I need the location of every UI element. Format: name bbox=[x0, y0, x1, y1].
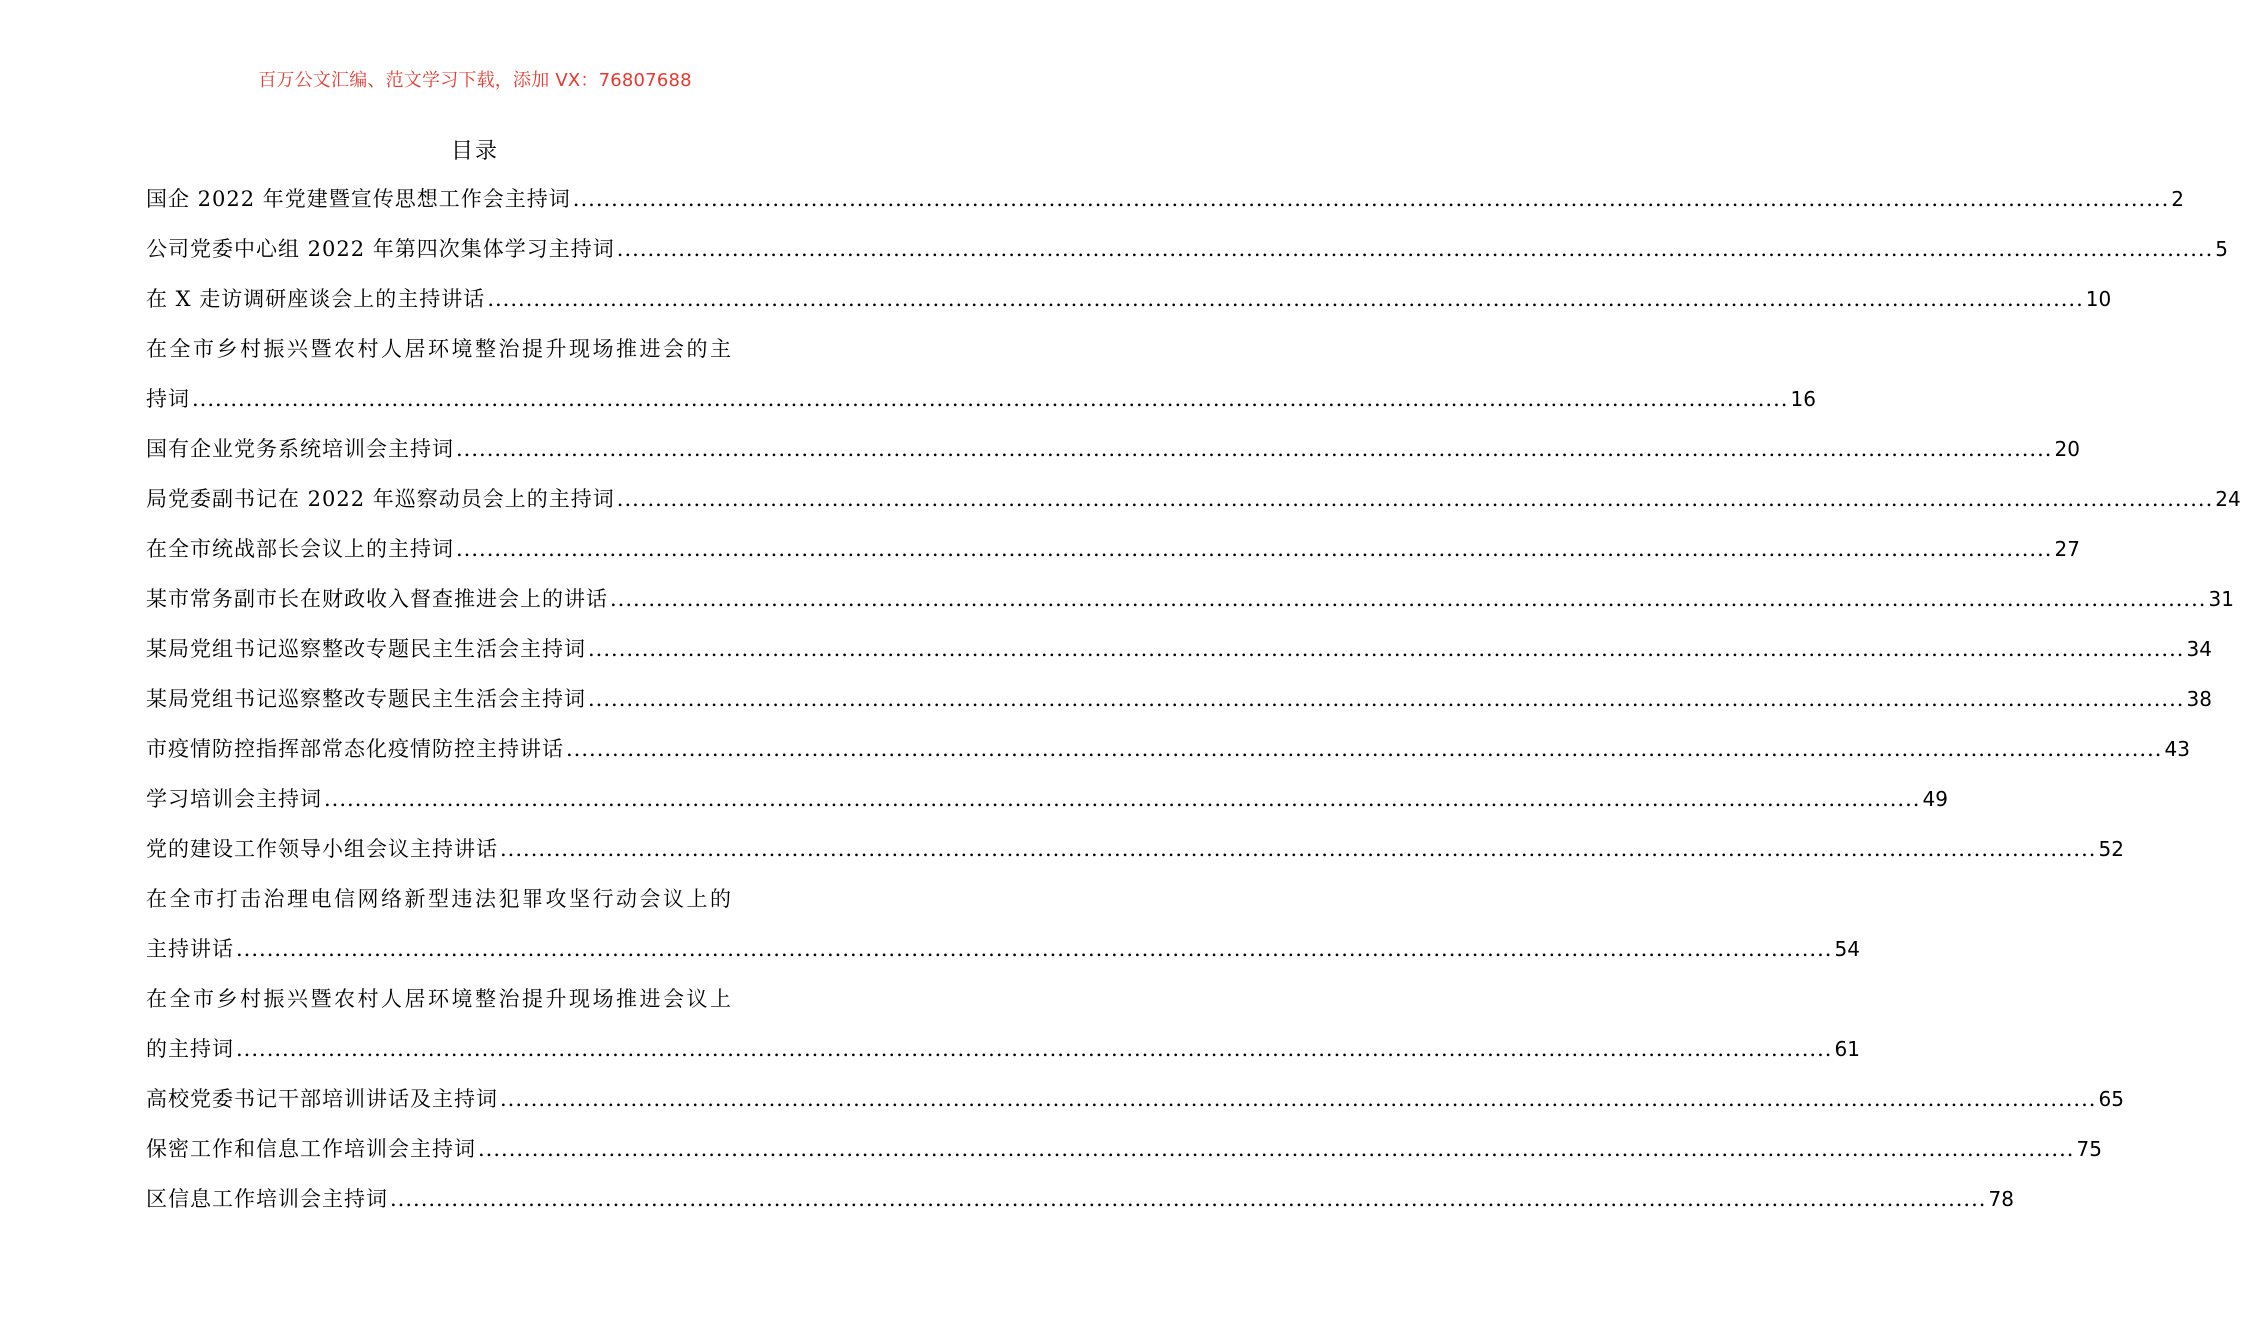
toc-page-number: 31 bbox=[2208, 587, 2234, 611]
toc-leader-dots bbox=[456, 524, 2052, 574]
toc-entry-title: 高校党委书记干部培训讲话及主持词 bbox=[146, 1087, 498, 1111]
toc-page-number: 27 bbox=[2054, 537, 2080, 561]
toc-entry[interactable] bbox=[146, 1174, 2014, 1224]
toc-entry-line bbox=[146, 524, 2080, 574]
toc-leader-dots bbox=[588, 674, 2184, 724]
toc-entry-line bbox=[146, 1174, 2014, 1224]
toc-entry-title: 市疫情防控指挥部常态化疫情防控主持讲话 bbox=[146, 737, 564, 761]
toc-leader-dots bbox=[588, 624, 2184, 674]
toc-leader-dots bbox=[324, 774, 1920, 824]
toc-entry-line bbox=[146, 274, 2112, 324]
toc-entry[interactable] bbox=[146, 674, 2212, 724]
toc-entry-title: 持词 bbox=[146, 387, 190, 411]
toc-page-number: 38 bbox=[2186, 687, 2212, 711]
toc-entry-title: 保密工作和信息工作培训会主持词 bbox=[146, 1137, 476, 1161]
toc-entry[interactable] bbox=[146, 224, 2228, 274]
toc-entry[interactable] bbox=[146, 174, 2184, 224]
toc-page-number: 10 bbox=[2085, 287, 2112, 311]
toc-entry-title: 的主持词 bbox=[146, 1037, 234, 1061]
toc-page-number: 5 bbox=[2215, 237, 2228, 261]
toc-leader-dots bbox=[236, 924, 1832, 974]
toc-entry-title: 国有企业党务系统培训会主持词 bbox=[146, 437, 454, 461]
table-of-contents bbox=[146, 174, 2241, 1224]
toc-entry[interactable] bbox=[146, 774, 1948, 824]
toc-leader-dots bbox=[236, 1024, 1832, 1074]
toc-entry-wrapped-line: 在全市乡村振兴暨农村人居环境整治提升现场推进会议上 bbox=[146, 987, 734, 1011]
toc-entry[interactable] bbox=[146, 824, 2124, 874]
toc-page-number: 16 bbox=[1790, 387, 1816, 411]
toc-entry-line bbox=[146, 474, 2241, 524]
toc-entry[interactable] bbox=[146, 1124, 2102, 1174]
toc-entry-line bbox=[146, 174, 2184, 224]
toc-leader-dots bbox=[500, 1074, 2096, 1124]
toc-entry-line bbox=[146, 774, 1948, 824]
toc-leader-dots bbox=[478, 1124, 2074, 1174]
toc-entry-line bbox=[146, 374, 1816, 424]
toc-entry-line bbox=[146, 224, 2228, 274]
toc-entry-line bbox=[146, 724, 2190, 774]
toc-entry-line bbox=[146, 1024, 1860, 1074]
toc-entry-line bbox=[146, 1124, 2102, 1174]
toc-entry[interactable] bbox=[146, 474, 2241, 524]
toc-entry-title: 党的建设工作领导小组会议主持讲话 bbox=[146, 837, 498, 861]
toc-leader-dots bbox=[487, 274, 2083, 324]
toc-entry-title: 国企 2022 年党建暨宣传思想工作会主持词 bbox=[146, 187, 571, 211]
toc-entry-line bbox=[146, 624, 2212, 674]
toc-entry-line bbox=[146, 824, 2124, 874]
toc-page-number: 43 bbox=[2164, 737, 2190, 761]
toc-entry-title: 在全市统战部长会议上的主持词 bbox=[146, 537, 454, 561]
toc-entry-line bbox=[146, 1074, 2124, 1124]
toc-entry-title: 局党委副书记在 2022 年巡察动员会上的主持词 bbox=[146, 487, 615, 511]
toc-page-number: 24 bbox=[2215, 487, 2241, 511]
toc-entry[interactable] bbox=[146, 724, 2190, 774]
toc-page-number: 49 bbox=[1922, 787, 1948, 811]
toc-leader-dots bbox=[500, 824, 2096, 874]
toc-page-number: 20 bbox=[2054, 437, 2080, 461]
toc-page-number: 75 bbox=[2076, 1137, 2102, 1161]
toc-entry-title: 学习培训会主持词 bbox=[146, 787, 322, 811]
toc-leader-dots bbox=[617, 224, 2213, 274]
toc-page-number: 52 bbox=[2098, 837, 2124, 861]
toc-entry-line bbox=[146, 924, 1860, 974]
toc-entry[interactable] bbox=[146, 274, 2112, 324]
toc-page-number: 54 bbox=[1834, 937, 1860, 961]
toc-page-number: 65 bbox=[2098, 1087, 2124, 1111]
toc-entry-wrapped-line: 在全市打击治理电信网络新型违法犯罪攻坚行动会议上的 bbox=[146, 887, 734, 911]
toc-leader-dots bbox=[573, 174, 2169, 224]
toc-page-number: 2 bbox=[2171, 187, 2184, 211]
watermark-header: 百万公文汇编、范文学习下载，添加 VX：76807688 bbox=[258, 70, 692, 91]
toc-leader-dots bbox=[617, 474, 2213, 524]
toc-entry[interactable] bbox=[146, 324, 1816, 424]
toc-entry[interactable] bbox=[146, 574, 2234, 624]
toc-entry-wrapped-line: 在全市乡村振兴暨农村人居环境整治提升现场推进会的主 bbox=[146, 337, 734, 361]
toc-entry[interactable] bbox=[146, 1074, 2124, 1124]
toc-entry[interactable] bbox=[146, 624, 2212, 674]
toc-entry[interactable] bbox=[146, 874, 1860, 974]
toc-entry-title: 某局党组书记巡察整改专题民主生活会主持词 bbox=[146, 687, 586, 711]
toc-entry-title: 某市常务副市长在财政收入督查推进会上的讲话 bbox=[146, 587, 608, 611]
toc-entry-title: 主持讲话 bbox=[146, 937, 234, 961]
toc-leader-dots bbox=[192, 374, 1788, 424]
toc-entry-title: 在 X 走访调研座谈会上的主持讲话 bbox=[146, 287, 486, 311]
toc-entry-title: 区信息工作培训会主持词 bbox=[146, 1187, 388, 1211]
toc-entry[interactable] bbox=[146, 424, 2080, 474]
toc-leader-dots bbox=[456, 424, 2052, 474]
toc-entry-line bbox=[146, 424, 2080, 474]
toc-title: 目录 bbox=[450, 139, 499, 164]
toc-leader-dots bbox=[390, 1174, 1986, 1224]
toc-entry[interactable] bbox=[146, 974, 1860, 1074]
toc-entry-line bbox=[146, 674, 2212, 724]
toc-entry-title: 某局党组书记巡察整改专题民主生活会主持词 bbox=[146, 637, 586, 661]
toc-entry[interactable] bbox=[146, 524, 2080, 574]
toc-entry-title: 公司党委中心组 2022 年第四次集体学习主持词 bbox=[146, 237, 615, 261]
toc-leader-dots bbox=[610, 574, 2206, 624]
toc-entry-line bbox=[146, 574, 2234, 624]
toc-page-number: 34 bbox=[2186, 637, 2212, 661]
toc-leader-dots bbox=[566, 724, 2162, 774]
toc-page-number: 61 bbox=[1834, 1037, 1860, 1061]
toc-page-number: 78 bbox=[1988, 1187, 2014, 1211]
